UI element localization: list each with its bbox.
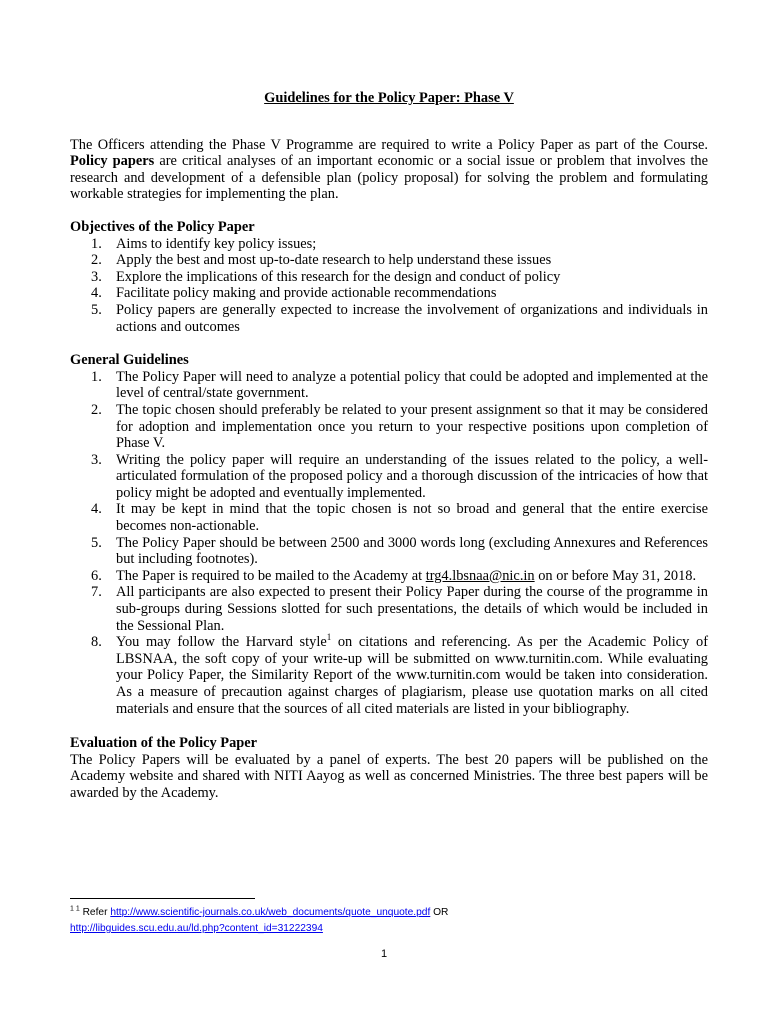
guideline-item <box>70 369 708 402</box>
guideline-number: 3. <box>91 451 102 468</box>
footnote-refer-text: Refer <box>79 907 111 918</box>
guideline-number: 2. <box>91 401 102 418</box>
guideline-number: 6. <box>91 567 102 584</box>
guideline-item-citation <box>70 634 708 717</box>
objective-number: 1. <box>91 235 102 252</box>
guideline-text: The topic chosen should preferably be related to your present assignment so that it may be considered for adoption and implementation once you return to your respective positions upon completion of Phase V. <box>116 401 708 452</box>
guidelines-heading: General Guidelines <box>70 352 189 369</box>
footnote <box>70 905 708 937</box>
academy-email-link[interactable]: trg4.lbsnaa@nic.in <box>425 567 535 584</box>
footnote-or-text: OR <box>430 907 449 918</box>
objective-number: 4. <box>91 285 102 302</box>
objective-item <box>70 285 708 302</box>
document-body <box>70 90 708 802</box>
guideline-text-end: on or before May 31, 2018. <box>534 567 697 584</box>
objective-text: Explore the implications of this research for the design and conduct of policy <box>116 268 561 285</box>
guidelines-list <box>70 369 708 717</box>
objective-text: Facilitate policy making and provide actionable recommendations <box>116 285 497 302</box>
objective-item <box>70 302 708 335</box>
guideline-text: Writing the policy paper will require an understanding of the issues related to the policy, a well-articulated formulation of the proposed policy and a thorough discussion of the intricacies of how that policy might be adopted and eventually implemented. <box>116 451 708 501</box>
objective-item <box>70 236 708 253</box>
evaluation-heading: Evaluation of the Policy Paper <box>70 735 258 752</box>
guideline-text-end: on citations and referencing. As per the Academic Policy of LBSNAA, the soft copy of your write-up will be submitted on www.turnitin.com. While evaluating your Policy Paper, the Similarity Report of the www.turnitin.com would be taken into consideration. As a measure of precaution against charges of plagiarism, please use quotation marks on all cited materials and ensure that the sources of all cited materials are listed in your bibliography. <box>116 634 708 717</box>
guideline-number: 5. <box>91 534 102 551</box>
guideline-item <box>70 535 708 568</box>
guideline-text: All participants are also expected to present their Policy Paper during the course of the programme in sub-groups during Sessions slotted for such presentations, the details of which would be included in the Sessional Plan. <box>116 584 708 634</box>
objective-item <box>70 252 708 269</box>
guideline-text: The Policy Paper should be between 2500 and 3000 words long (excluding Annexures and References but including footnotes). <box>116 534 708 568</box>
guideline-number: 8. <box>91 634 102 651</box>
guideline-text: It may be kept in mind that the topic chosen is not so broad and general that the entire exercise becomes non-actionable. <box>116 501 708 535</box>
objective-number: 2. <box>91 252 102 269</box>
footnote-marker: 1 <box>326 632 332 643</box>
document-title: Guidelines for the Policy Paper: Phase V <box>264 90 514 106</box>
footnote-link-libguides[interactable]: http://libguides.scu.edu.au/ld.php?content_id=31222394 <box>70 923 323 934</box>
guideline-number: 1. <box>91 368 102 385</box>
intro-text-end: are critical analyses of an important economic or a social issue or problem that involves the research and development of a defensible plan (policy proposal) for solving the problem and formulating workable strategies for implementing the plan. <box>70 153 708 203</box>
footnote-number: 1 1 <box>70 905 80 913</box>
objective-number: 5. <box>91 301 102 318</box>
objectives-heading: Objectives of the Policy Paper <box>70 218 255 235</box>
guideline-text: The Policy Paper will need to analyze a potential policy that could be adopted and implemented at the level of central/state government. <box>116 368 708 402</box>
guideline-item-email <box>70 568 708 585</box>
guideline-text: You may follow the Harvard style <box>116 634 327 651</box>
guideline-item <box>70 501 708 534</box>
guideline-item <box>70 452 708 502</box>
evaluation-paragraph: The Policy Papers will be evaluated by a panel of experts. The best 20 papers will be published on the Academy website and shared with NITI Aayog as well as concerned Ministries. The three best papers will be awarded by the Academy. <box>70 751 708 801</box>
intro-text-start: The Officers attending the Phase V Programme are required to write a Policy Paper as part of the Course. <box>70 136 708 153</box>
page-number: 1 <box>380 948 388 960</box>
intro-paragraph <box>70 137 708 203</box>
guideline-item <box>70 584 708 634</box>
guideline-number: 4. <box>91 501 102 518</box>
objective-number: 3. <box>91 268 102 285</box>
footnote-divider <box>70 898 255 899</box>
objective-text: Aims to identify key policy issues; <box>116 235 317 252</box>
guideline-text: The Paper is required to be mailed to the Academy at <box>116 567 426 584</box>
guideline-number: 7. <box>91 584 102 601</box>
objective-text: Policy papers are generally expected to increase the involvement of organizations and individuals in actions and outcomes <box>116 301 708 335</box>
objective-text: Apply the best and most up-to-date research to help understand these issues <box>116 252 552 269</box>
guideline-item <box>70 402 708 452</box>
intro-bold-term: Policy papers <box>70 153 155 170</box>
footnote-link-scientific-journals[interactable]: http://www.scientific-journals.co.uk/web_documents/quote_unquote.pdf <box>110 907 431 918</box>
objective-item <box>70 269 708 286</box>
objectives-list <box>70 236 708 336</box>
